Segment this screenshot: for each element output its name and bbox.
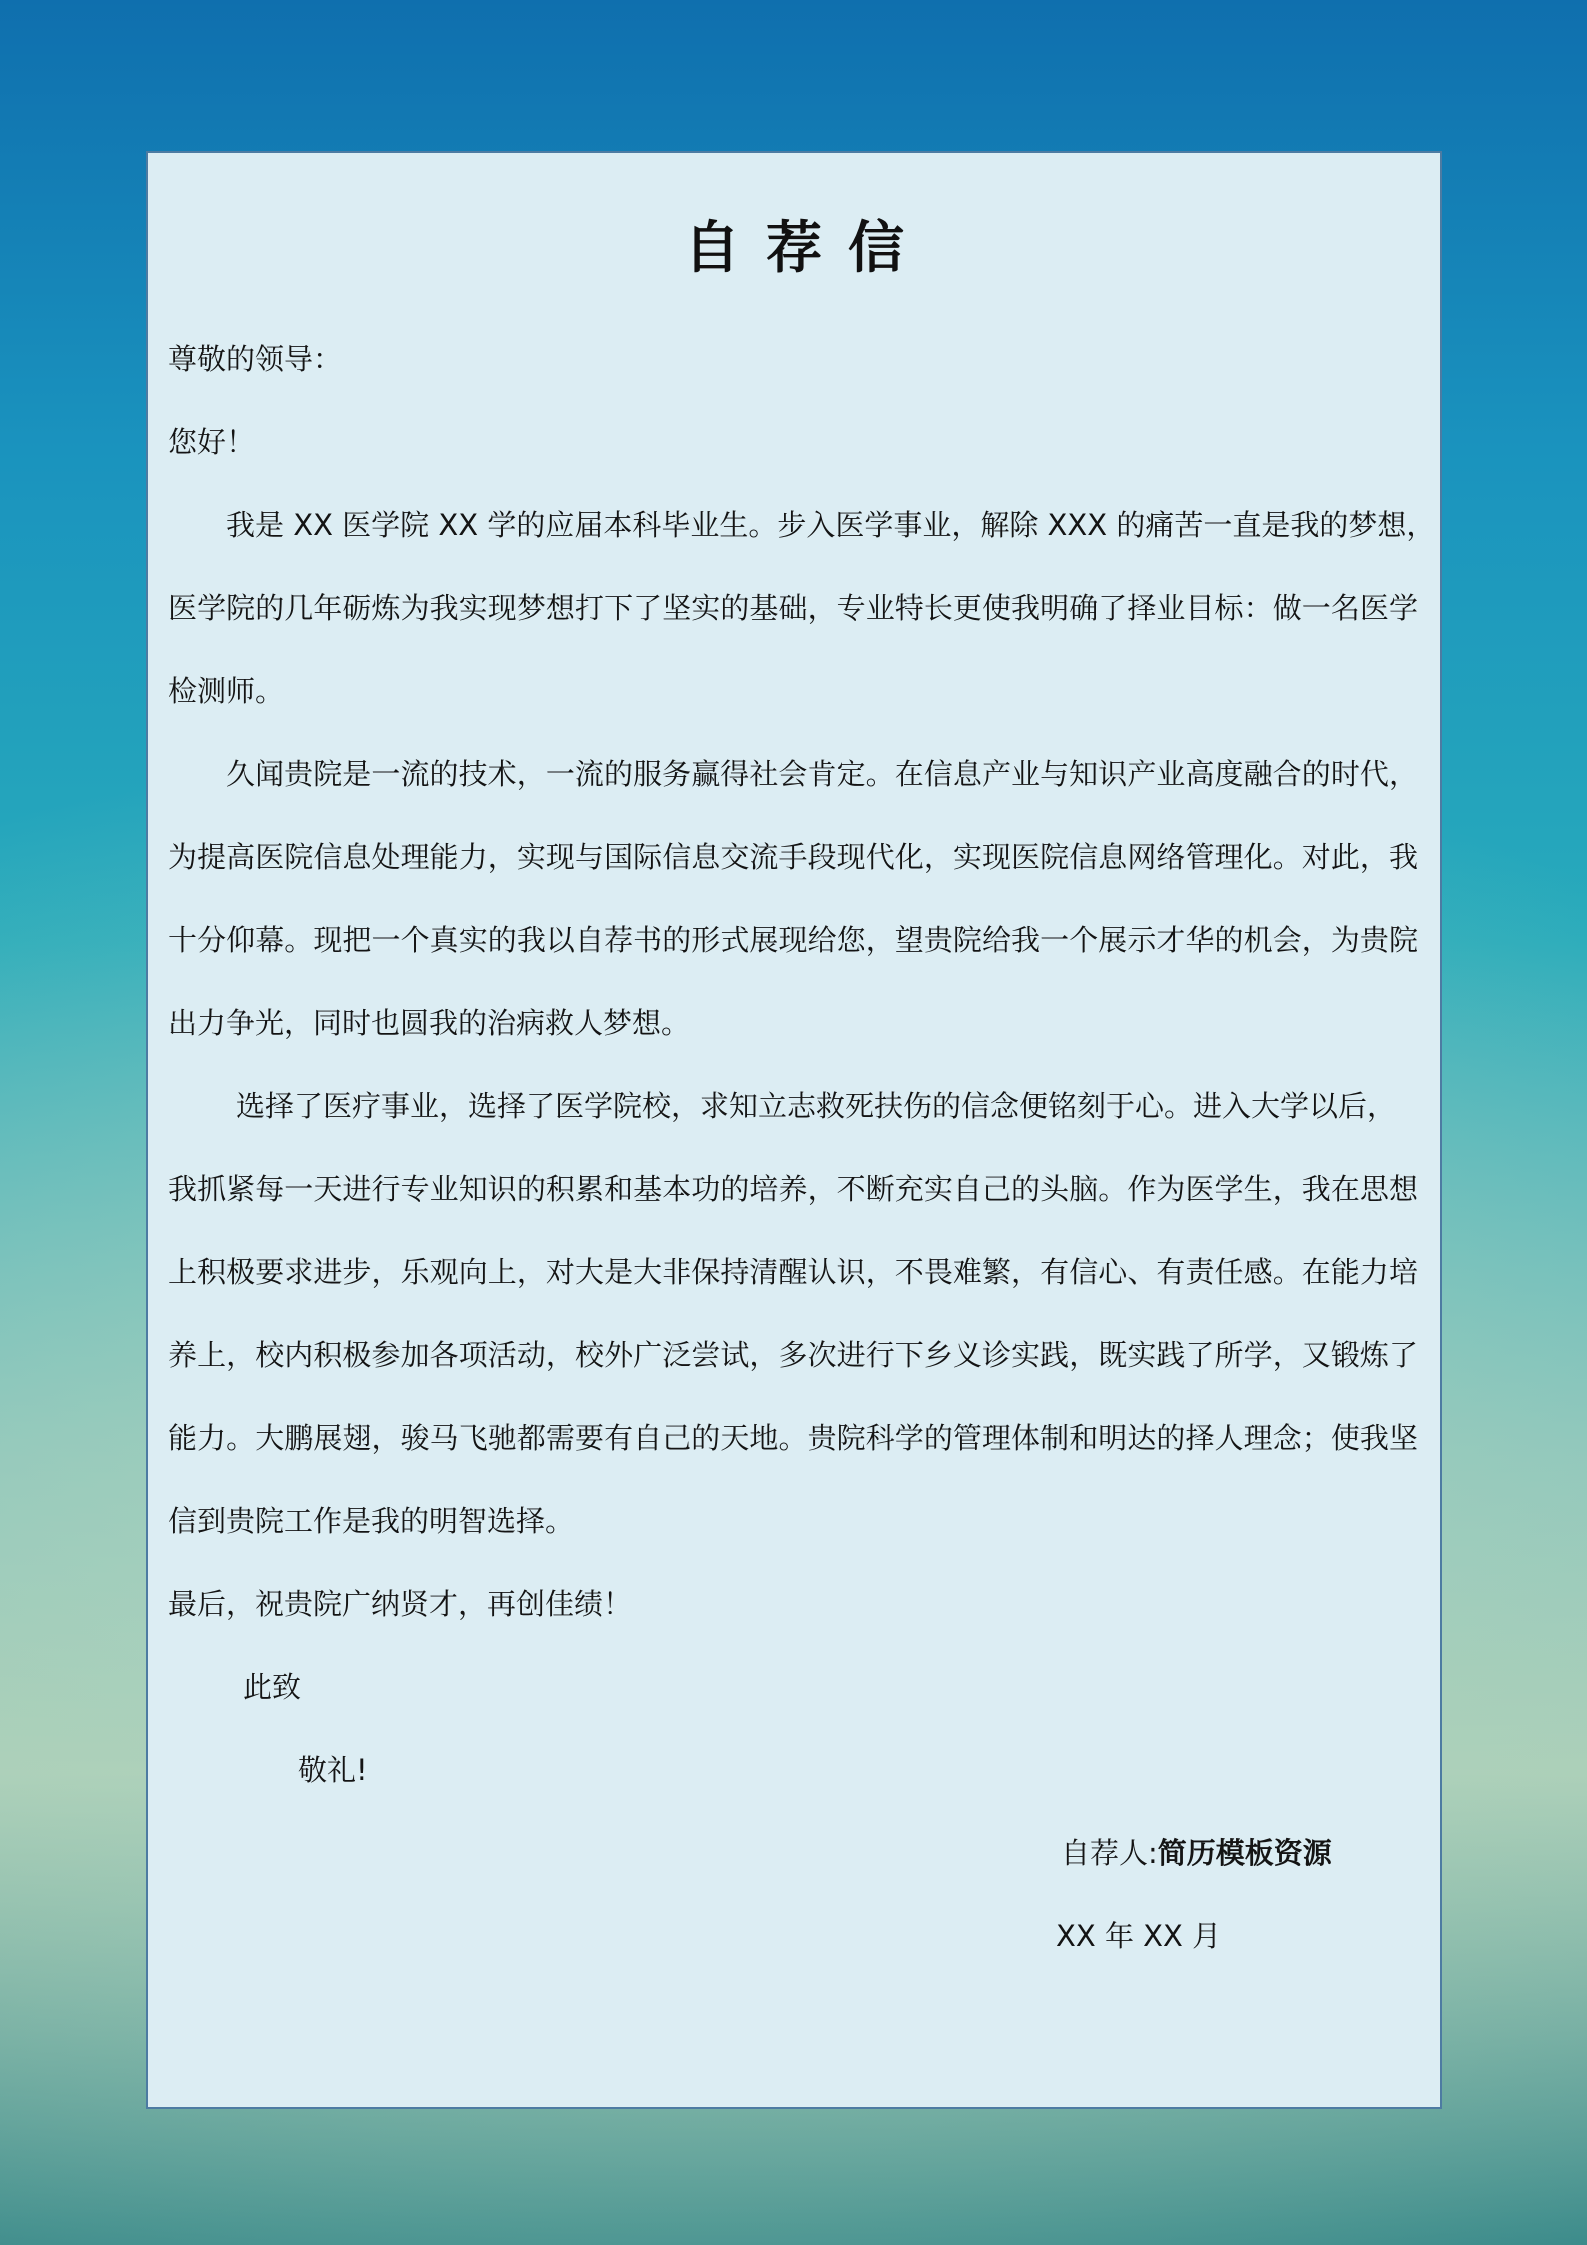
paragraph-3-line-5: 能力。大鹏展翅，骏马飞驰都需要有自己的天地。贵院科学的管理体制和明达的择人理念；使我坚	[168, 1421, 1418, 1455]
closing-line: 最后，祝贵院广纳贤才，再创佳绩！	[168, 1587, 633, 1621]
paragraph-3-line-1: 选择了医疗事业，选择了医学院校，求知立志救死扶伤的信念便铭刻于心。进入大学以后，	[236, 1089, 1397, 1123]
signature-name: 简历模板资源	[1157, 1836, 1332, 1870]
salutation: 尊敬的领导：	[168, 342, 343, 376]
paragraph-3-line-2: 我抓紧每一天进行专业知识的积累和基本功的培养，不断充实自己的头脑。作为医学生，我在思想	[168, 1172, 1418, 1206]
paragraph-2-line-1: 久闻贵院是一流的技术，一流的服务赢得社会肯定。在信息产业与知识产业高度融合的时代，	[226, 757, 1418, 791]
paragraph-1-line-1: 我是 XX 医学院 XX 学的应届本科毕业生。步入医学事业，解除 XXX 的痛苦一直是我的梦想，	[226, 508, 1436, 542]
paragraph-3-line-3: 上积极要求进步，乐观向上，对大是大非保持清醒认识，不畏难繁，有信心、有责任感。在能力培	[168, 1255, 1418, 1289]
paragraph-1-line-3: 检测师。	[168, 674, 285, 708]
paragraph-2-line-2: 为提高医院信息处理能力，实现与国际信息交流手段现代化，实现医院信息网络管理化。对此，我	[168, 840, 1418, 874]
paragraph-2-line-3: 十分仰幕。现把一个真实的我以自荐书的形式展现给您，望贵院给我一个展示才华的机会，为贵院	[168, 923, 1418, 957]
date-line: XX 年 XX 月	[1056, 1919, 1222, 1953]
page-title: 自荐信	[684, 216, 930, 281]
paragraph-1-line-2: 医学院的几年砺炼为我实现梦想打下了坚实的基础，专业特长更使我明确了择业目标：做一名医学	[168, 591, 1418, 625]
signature-label: 自荐人:	[1061, 1836, 1158, 1870]
paragraph-3-line-6: 信到贵院工作是我的明智选择。	[168, 1504, 575, 1538]
paragraph-3-line-4: 养上，校内积极参加各项活动，校外广泛尝试，多次进行下乡义诊实践，既实践了所学，又锻炼了	[168, 1338, 1418, 1372]
signature-line	[1061, 1836, 1332, 1870]
letter-page	[146, 151, 1442, 2109]
respect-line-2: 敬礼!	[298, 1753, 368, 1787]
paragraph-2-line-4: 出力争光，同时也圆我的治病救人梦想。	[168, 1006, 691, 1040]
respect-line-1: 此致	[243, 1670, 302, 1704]
greeting: 您好！	[168, 425, 256, 459]
